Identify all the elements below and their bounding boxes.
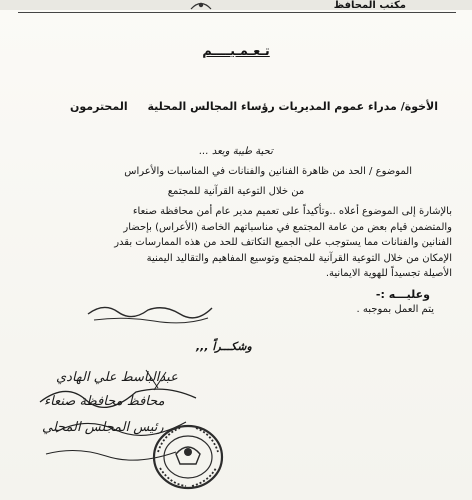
- body-paragraph: [20, 204, 452, 282]
- greeting: تحية طيبة وبعد ...: [199, 146, 273, 157]
- header-divider: [18, 12, 456, 13]
- addressee-line: الأخوة/ مدراء عموم المديريات رؤساء المجالس المحلية: [147, 100, 438, 113]
- body-line: الأصيلة تجسيداً للهوية الايمانية.: [325, 268, 452, 279]
- body-line: والمتضمن قيام بعض من عامة المجتمع في مناسباتهم الخاصة (الأعراس) بإحضار: [123, 221, 452, 233]
- body-line: بالإشارة إلى الموضوع أعلاه ..وتأكيداً على تعميم مدير عام أمن محافظة صنعاء: [132, 206, 452, 217]
- handwritten-note: [84, 296, 216, 326]
- signatory-title: محافظ محافظة صنعاء: [44, 394, 165, 409]
- action-line: يتم العمل بموجبه .: [356, 304, 434, 315]
- subject-line: الموضوع / الحد من ظاهرة الفنانين والفنانات في المناسبات والأعراس: [124, 166, 412, 177]
- closing-phrase: وعليـــه :-: [375, 288, 430, 301]
- signatory-council: رئيس المجلس المحلي: [42, 420, 164, 435]
- official-stamp-icon: [150, 422, 226, 492]
- body-line: الفنانين والفنانات مما يستوجب على الجميع التكاتف للحد من هذه الممارسات بقدر: [114, 237, 452, 248]
- subject-continuation: من خلال التوعية القرآنية للمجتمع: [167, 186, 305, 197]
- honorific: المحترمون: [70, 100, 128, 113]
- office-label: مكتب المحافظ: [333, 0, 406, 11]
- signatory-name: عبدالباسط علي الهادي: [56, 370, 178, 385]
- document-title: تـعـمـيــــم: [202, 44, 270, 59]
- thanks-line: وشكـــراً ,,,: [196, 340, 252, 353]
- body-line: الإمكان من خلال التوعية القرآنية للمجتمع وتوسيع المفاهيم والتقاليد اليمنية: [146, 252, 452, 264]
- emblem-icon: [188, 0, 214, 10]
